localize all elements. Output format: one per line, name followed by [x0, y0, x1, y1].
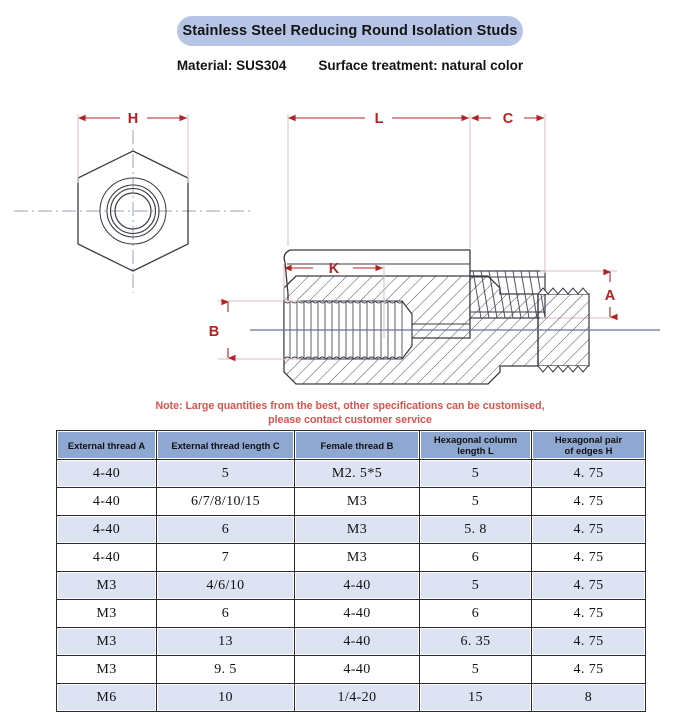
- cell-hexagonal-pair-of-edges-h: 4. 75: [532, 488, 646, 516]
- cell-external-thread-a: M3: [57, 600, 157, 628]
- cell-female-thread-b: M2. 5*5: [295, 460, 420, 488]
- table-row: [57, 628, 646, 656]
- cell-hexagonal-pair-of-edges-h: 4. 75: [532, 600, 646, 628]
- note-line-1: Note: Large quantities from the best, other specifications can be customised,: [155, 400, 545, 412]
- cell-external-thread-a: 4-40: [57, 516, 157, 544]
- cell-external-thread-length-c: 9. 5: [157, 656, 295, 684]
- spec-table: [56, 430, 646, 712]
- table-row: [57, 572, 646, 600]
- cell-hexagonal-pair-of-edges-h: 4. 75: [532, 572, 646, 600]
- table-row: [57, 488, 646, 516]
- cell-external-thread-length-c: 7: [157, 544, 295, 572]
- column-header-female-thread-b: Female thread B: [295, 431, 420, 460]
- column-header-hexagonal-column-length-l: Hexagonal column length L: [420, 431, 532, 460]
- table-row: [57, 684, 646, 712]
- column-header-hexagonal-pair-of-edges-h: Hexagonal pair of edges H: [532, 431, 646, 460]
- cell-hexagonal-pair-of-edges-h: 4. 75: [532, 656, 646, 684]
- spec-table-wrapper: [56, 430, 645, 712]
- cell-external-thread-length-c: 10: [157, 684, 295, 712]
- cell-external-thread-length-c: 6/7/8/10/15: [157, 488, 295, 516]
- cell-hexagonal-column-length-l: 6. 35: [420, 628, 532, 656]
- column-header-external-thread-length-c: External thread length C: [157, 431, 295, 460]
- cell-female-thread-b: 4-40: [295, 628, 420, 656]
- dimension-c-label: C: [502, 111, 514, 127]
- cell-external-thread-a: 4-40: [57, 460, 157, 488]
- cell-female-thread-b: 4-40: [295, 600, 420, 628]
- cell-hexagonal-column-length-l: 5: [420, 488, 532, 516]
- header: [0, 0, 700, 73]
- dimension-l-label: L: [374, 111, 384, 127]
- cell-external-thread-a: M3: [57, 628, 157, 656]
- drawing-svg: [0, 88, 700, 398]
- cell-hexagonal-column-length-l: 15: [420, 684, 532, 712]
- cell-hexagonal-column-length-l: 5: [420, 460, 532, 488]
- cell-external-thread-a: 4-40: [57, 544, 157, 572]
- male-thread-zigzag-top: [538, 288, 589, 294]
- cell-external-thread-a: 4-40: [57, 488, 157, 516]
- cell-external-thread-length-c: 5: [157, 460, 295, 488]
- note: [0, 399, 700, 427]
- cell-external-thread-a: M6: [57, 684, 157, 712]
- dimension-c: [472, 111, 545, 273]
- table-row: [57, 600, 646, 628]
- cell-female-thread-b: 4-40: [295, 656, 420, 684]
- dimension-l: [288, 111, 470, 248]
- table-row: [57, 544, 646, 572]
- note-line-2: please contact customer service: [268, 414, 432, 426]
- cell-hexagonal-column-length-l: 5. 8: [420, 516, 532, 544]
- dimension-b-label: B: [208, 324, 220, 340]
- cell-hexagonal-pair-of-edges-h: 4. 75: [532, 460, 646, 488]
- dimension-a-label: A: [604, 288, 616, 304]
- cell-external-thread-length-c: 13: [157, 628, 295, 656]
- cell-external-thread-a: M3: [57, 656, 157, 684]
- cell-hexagonal-column-length-l: 5: [420, 572, 532, 600]
- surface-treatment-label: Surface treatment: natural color: [318, 58, 524, 73]
- cell-female-thread-b: 4-40: [295, 572, 420, 600]
- table-row: [57, 656, 646, 684]
- male-thread-zigzag-bottom: [538, 366, 589, 372]
- table-header-row: [57, 431, 646, 460]
- cell-female-thread-b: 1/4-20: [295, 684, 420, 712]
- hex-end-view: [14, 130, 252, 293]
- cell-hexagonal-pair-of-edges-h: 4. 75: [532, 544, 646, 572]
- cell-female-thread-b: M3: [295, 544, 420, 572]
- table-row: [57, 516, 646, 544]
- cell-female-thread-b: M3: [295, 488, 420, 516]
- table-body: [57, 460, 646, 712]
- subtitle-row: [0, 58, 700, 73]
- cell-female-thread-b: M3: [295, 516, 420, 544]
- cell-hexagonal-column-length-l: 6: [420, 544, 532, 572]
- page-title: Stainless Steel Reducing Round Isolation Studs: [177, 16, 523, 46]
- cell-hexagonal-pair-of-edges-h: 4. 75: [532, 516, 646, 544]
- material-label: Material: SUS304: [176, 58, 287, 73]
- cell-external-thread-length-c: 6: [157, 600, 295, 628]
- cell-external-thread-length-c: 6: [157, 516, 295, 544]
- cell-external-thread-length-c: 4/6/10: [157, 572, 295, 600]
- cell-hexagonal-column-length-l: 5: [420, 656, 532, 684]
- technical-drawing: [0, 88, 700, 398]
- stud-section-view: [250, 276, 660, 384]
- table-row: [57, 460, 646, 488]
- cell-external-thread-a: M3: [57, 572, 157, 600]
- dimension-h-label: H: [127, 111, 139, 127]
- cell-hexagonal-column-length-l: 6: [420, 600, 532, 628]
- cell-hexagonal-pair-of-edges-h: 4. 75: [532, 628, 646, 656]
- column-header-external-thread-a: External thread A: [57, 431, 157, 460]
- cell-hexagonal-pair-of-edges-h: 8: [532, 684, 646, 712]
- dimension-k-label: K: [328, 261, 340, 277]
